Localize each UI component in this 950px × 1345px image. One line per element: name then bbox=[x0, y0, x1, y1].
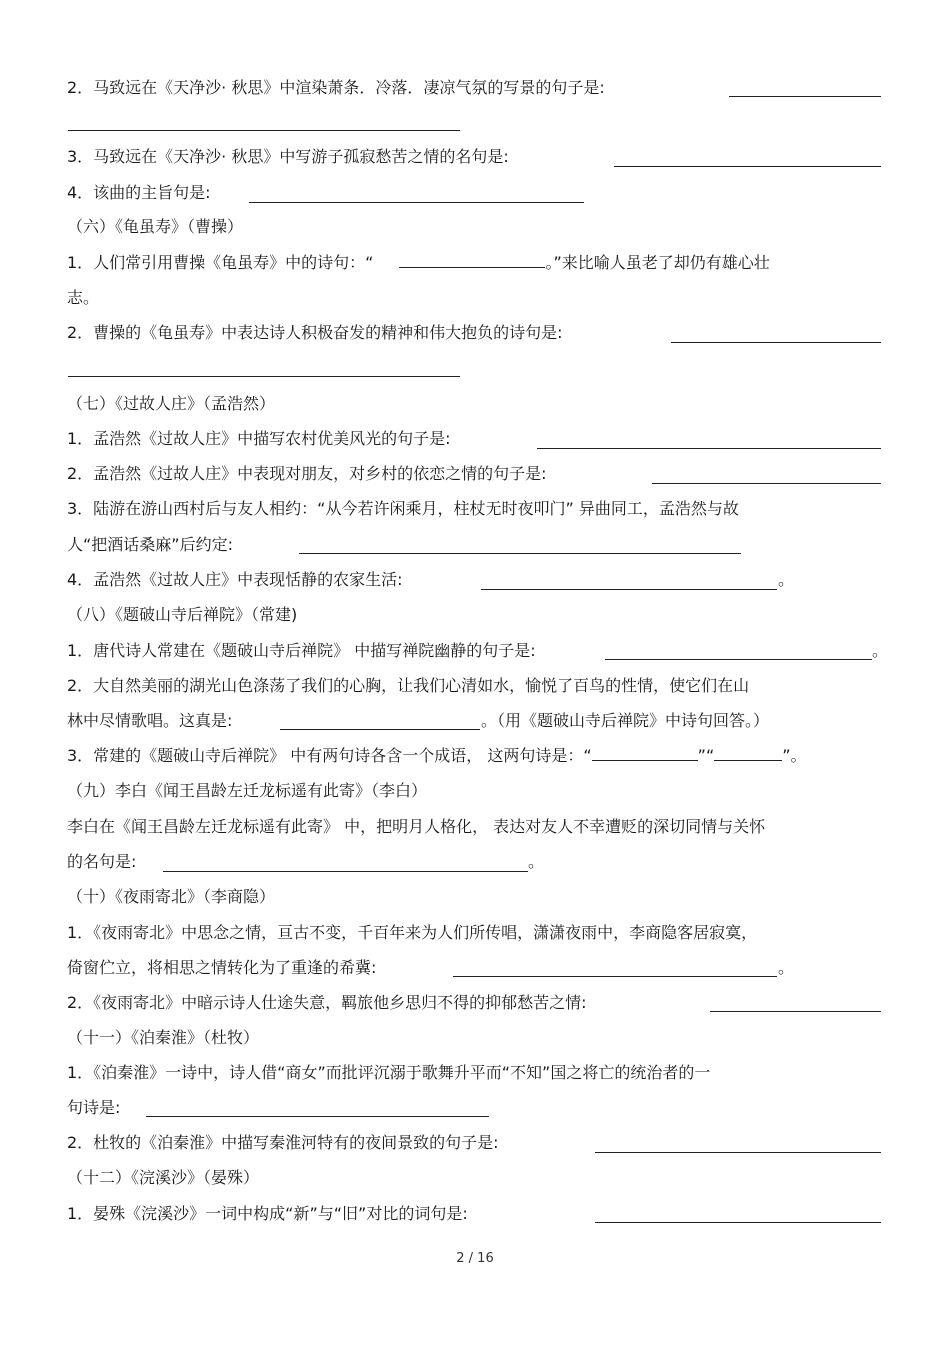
question-line: 1．唐代诗人常建在《题破山寺后禅院》 中描写禅院幽静的句子是: bbox=[67, 641, 536, 660]
question-line: 的名句是: bbox=[67, 852, 137, 871]
answer-blank[interactable] bbox=[280, 729, 480, 730]
question-line: 1．孟浩然《过故人庄》中描写农村优美风光的句子是: bbox=[67, 429, 451, 448]
answer-blank[interactable] bbox=[453, 976, 777, 977]
section-heading: （九）李白《闻王昌龄左迁龙标遥有此寄》（李白） bbox=[67, 781, 428, 800]
question-line: 志。 bbox=[67, 288, 100, 307]
question-line bbox=[67, 252, 770, 274]
punctuation: 。 bbox=[528, 852, 545, 871]
answer-blank[interactable] bbox=[714, 746, 782, 761]
answer-blank[interactable] bbox=[481, 589, 777, 590]
question-line: 2．孟浩然《过故人庄》中表现对朋友，对乡村的依恋之情的句子是: bbox=[67, 464, 547, 483]
answer-blank[interactable] bbox=[68, 376, 460, 377]
answer-blank[interactable] bbox=[399, 253, 545, 268]
question-text: 。”来比喻人虽老了却仍有雄心壮 bbox=[545, 253, 770, 272]
question-text: 3．常建的《题破山寺后禅院》 中有两句诗各含一个成语， 这两句诗是：“ bbox=[67, 746, 592, 765]
question-line: 倚窗伫立，将相思之情转化为了重逢的希冀: bbox=[67, 958, 377, 977]
answer-blank[interactable] bbox=[729, 96, 881, 97]
question-text: ”。 bbox=[782, 746, 807, 765]
punctuation: 。 bbox=[778, 958, 795, 977]
question-line: 1．《夜雨寄北》中思念之情，亘古不变，千百年来为人们所传唱，潇潇夜雨中，李商隐客居寂寞， bbox=[67, 923, 758, 942]
answer-blank[interactable] bbox=[710, 1011, 881, 1012]
answer-blank[interactable] bbox=[592, 746, 698, 761]
answer-blank[interactable] bbox=[299, 553, 741, 554]
question-line: 2．大自然美丽的湖光山色涤荡了我们的心胸，让我们心清如水，愉悦了百鸟的性情，使它们在山 bbox=[67, 676, 750, 695]
answer-blank[interactable] bbox=[605, 659, 872, 660]
answer-blank[interactable] bbox=[163, 871, 528, 872]
answer-blank[interactable] bbox=[146, 1116, 489, 1117]
question-text: 。（用《题破山寺后禅院》中诗句回答。） bbox=[481, 711, 770, 730]
section-heading: （十）《夜雨寄北》（李商隐） bbox=[67, 887, 276, 906]
punctuation: 。 bbox=[872, 641, 889, 660]
answer-blank[interactable] bbox=[595, 1152, 881, 1153]
section-heading: （十一）《泊秦淮》（杜牧） bbox=[67, 1028, 260, 1047]
question-line: 人“把酒话桑麻”后约定: bbox=[67, 535, 233, 554]
question-line: 3．马致远在《天净沙· 秋思》中写游子孤寂愁苦之情的名句是: bbox=[67, 147, 509, 166]
question-line: 3．陆游在游山西村后与友人相约：“从今若许闲乘月，柱杖无时夜叩门” 异曲同工，孟浩然与故 bbox=[67, 499, 739, 518]
section-heading: （十二）《浣溪沙》（晏殊） bbox=[67, 1168, 260, 1187]
answer-blank[interactable] bbox=[249, 202, 584, 203]
question-line: 2．《夜雨寄北》中暗示诗人仕途失意，羁旅他乡思归不得的抑郁愁苦之情: bbox=[67, 993, 587, 1012]
answer-blank[interactable] bbox=[537, 448, 881, 449]
question-line: 4．该曲的主旨句是: bbox=[67, 183, 211, 202]
question-line: 1．《泊秦淮》一诗中，诗人借“商女”而批评沉溺于歌舞升平而“不知”国之将亡的统治者的一 bbox=[67, 1063, 711, 1082]
question-text: 1．人们常引用曹操《龟虽寿》中的诗句：“ bbox=[67, 253, 374, 272]
question-line: 林中尽情歌唱。这真是: bbox=[67, 711, 233, 730]
question-line: 2．杜牧的《泊秦淮》中描写秦淮河特有的夜间景致的句子是: bbox=[67, 1133, 499, 1152]
section-heading: （六）《龟虽寿》（曹操） bbox=[67, 217, 244, 236]
question-line: 句诗是: bbox=[67, 1098, 121, 1117]
answer-blank[interactable] bbox=[671, 342, 881, 343]
question-line: 1．晏殊《浣溪沙》一词中构成“新”与“旧”对比的词句是: bbox=[67, 1204, 468, 1223]
answer-blank[interactable] bbox=[652, 483, 881, 484]
question-line: 李白在《闻王昌龄左迁龙标遥有此寄》 中，把明月人格化， 表达对友人不幸遭贬的深切同情与关怀 bbox=[67, 817, 766, 836]
answer-blank[interactable] bbox=[595, 1222, 881, 1223]
page-number: 2 / 16 bbox=[456, 1251, 494, 1266]
question-line: 2．曹操的《龟虽寿》中表达诗人积极奋发的精神和伟大抱负的诗句是: bbox=[67, 323, 563, 342]
answer-blank[interactable] bbox=[68, 130, 460, 131]
section-heading: （七）《过故人庄》（孟浩然） bbox=[67, 394, 276, 413]
question-text: ”“ bbox=[697, 746, 715, 765]
punctuation: 。 bbox=[778, 570, 795, 589]
question-line: 4．孟浩然《过故人庄》中表现恬静的农家生活: bbox=[67, 570, 403, 589]
question-line: 2．马致远在《天净沙· 秋思》中渲染萧条．冷落．凄凉气氛的写景的句子是: bbox=[67, 78, 605, 97]
question-line bbox=[67, 745, 807, 767]
section-heading: （八）《题破山寺后禅院》（常建) bbox=[67, 605, 298, 624]
answer-blank[interactable] bbox=[614, 166, 881, 167]
